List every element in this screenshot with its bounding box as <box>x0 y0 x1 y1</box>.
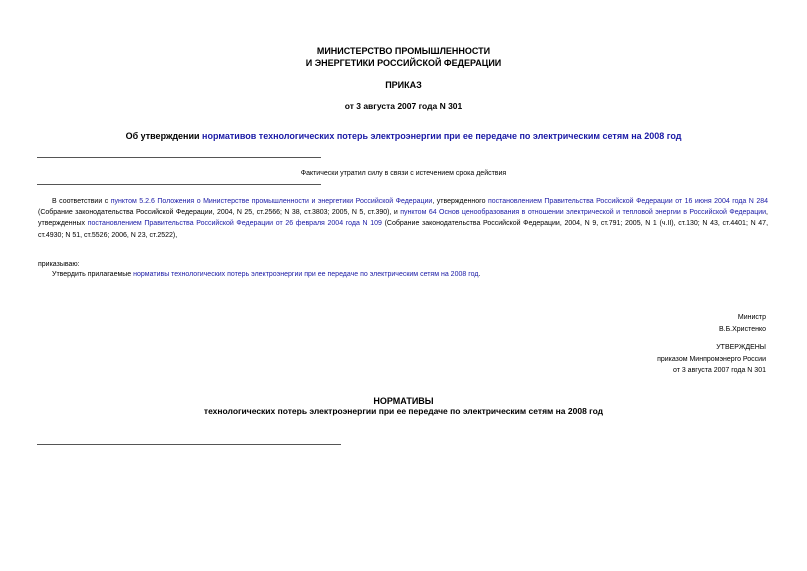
preamble-link-decree-109[interactable]: постановлением Правительства Российской Федерации от 26 февраля 2004 года N 109 <box>87 220 382 228</box>
approval-line-1: УТВЕРЖДЕНЫ <box>716 344 766 351</box>
document-date-number: от 3 августа 2007 года N 301 <box>344 101 463 111</box>
preamble-link-regulation[interactable]: пунктом 5.2.6 Положения о Министерстве промышленности и энергетики Российской Федерации <box>110 198 433 205</box>
order-paragraph <box>52 269 752 280</box>
ministry-name <box>0 46 807 57</box>
ministry-name-2 <box>0 58 807 69</box>
approval-block <box>657 342 766 377</box>
signature-name: В.Б.Христенко <box>718 325 766 333</box>
signature-block <box>719 312 766 335</box>
annex-title: НОРМАТИВЫ <box>373 396 434 406</box>
status-note: Фактически утратил силу в связи с истечением срока действия <box>300 170 507 177</box>
document-subject <box>0 131 807 141</box>
order-text-2: . <box>478 271 481 278</box>
signature-position: Министр <box>737 314 766 321</box>
divider-top <box>37 157 321 158</box>
annex-subtitle: технологических потерь электроэнергии при ее передаче по электрическим сетям на 2008 год <box>203 406 604 416</box>
divider-bottom <box>37 444 341 445</box>
subject-prefix: Об утверждении <box>125 131 203 141</box>
subject-link[interactable]: нормативов технологических потерь электроэнергии при ее передаче по электрическим сетям на 2008 год <box>202 131 682 141</box>
order-word: приказываю: <box>38 261 80 268</box>
preamble-text-3: (Собрание законодательства Российской Федерации, 2004, N 25, ст.2566; N 38, ст.3803; 2005, N 5, ст.390), и <box>38 209 401 217</box>
preamble-text-5: (Собрание законодательства Российской Федерации, 2004, N 9, ст.791; 2005, N 1 (ч.II), ст.130; N 43, ст.4401; N 47, ст.4930; N 51, ст.5526; 2006, N 23, ст.2522), <box>38 220 769 239</box>
approval-line-3: от 3 августа 2007 года N 301 <box>672 367 766 374</box>
approval-line-2: приказом Минпромэнерго России <box>657 355 766 363</box>
preamble-text-4: , утвержденных <box>38 209 768 228</box>
preamble-link-decree-284[interactable]: постановлением Правительства Российской Федерации от 16 июня 2004 года N 284 <box>487 198 769 205</box>
ministry-line-1: МИНИСТЕРСТВО ПРОМЫШЛЕННОСТИ <box>316 46 491 56</box>
document-type: ПРИКАЗ <box>385 80 422 90</box>
preamble-text-1: В соответствии с <box>52 198 111 205</box>
order-link-norms[interactable]: нормативы технологических потерь электроэнергии при ее передаче по электрическим сетям на 2008 год <box>133 271 479 278</box>
divider-status <box>37 184 321 185</box>
preamble-paragraph <box>38 196 768 241</box>
order-text-1: Утвердить прилагаемые <box>52 271 134 278</box>
preamble-text-2: , утвержденного <box>432 198 488 205</box>
preamble-link-pricing[interactable]: пунктом 64 Основ ценообразования в отношении электрической и тепловой энергии в Российской Федерации <box>400 209 767 217</box>
ministry-line-2: И ЭНЕРГЕТИКИ РОССИЙСКОЙ ФЕДЕРАЦИИ <box>305 58 502 68</box>
